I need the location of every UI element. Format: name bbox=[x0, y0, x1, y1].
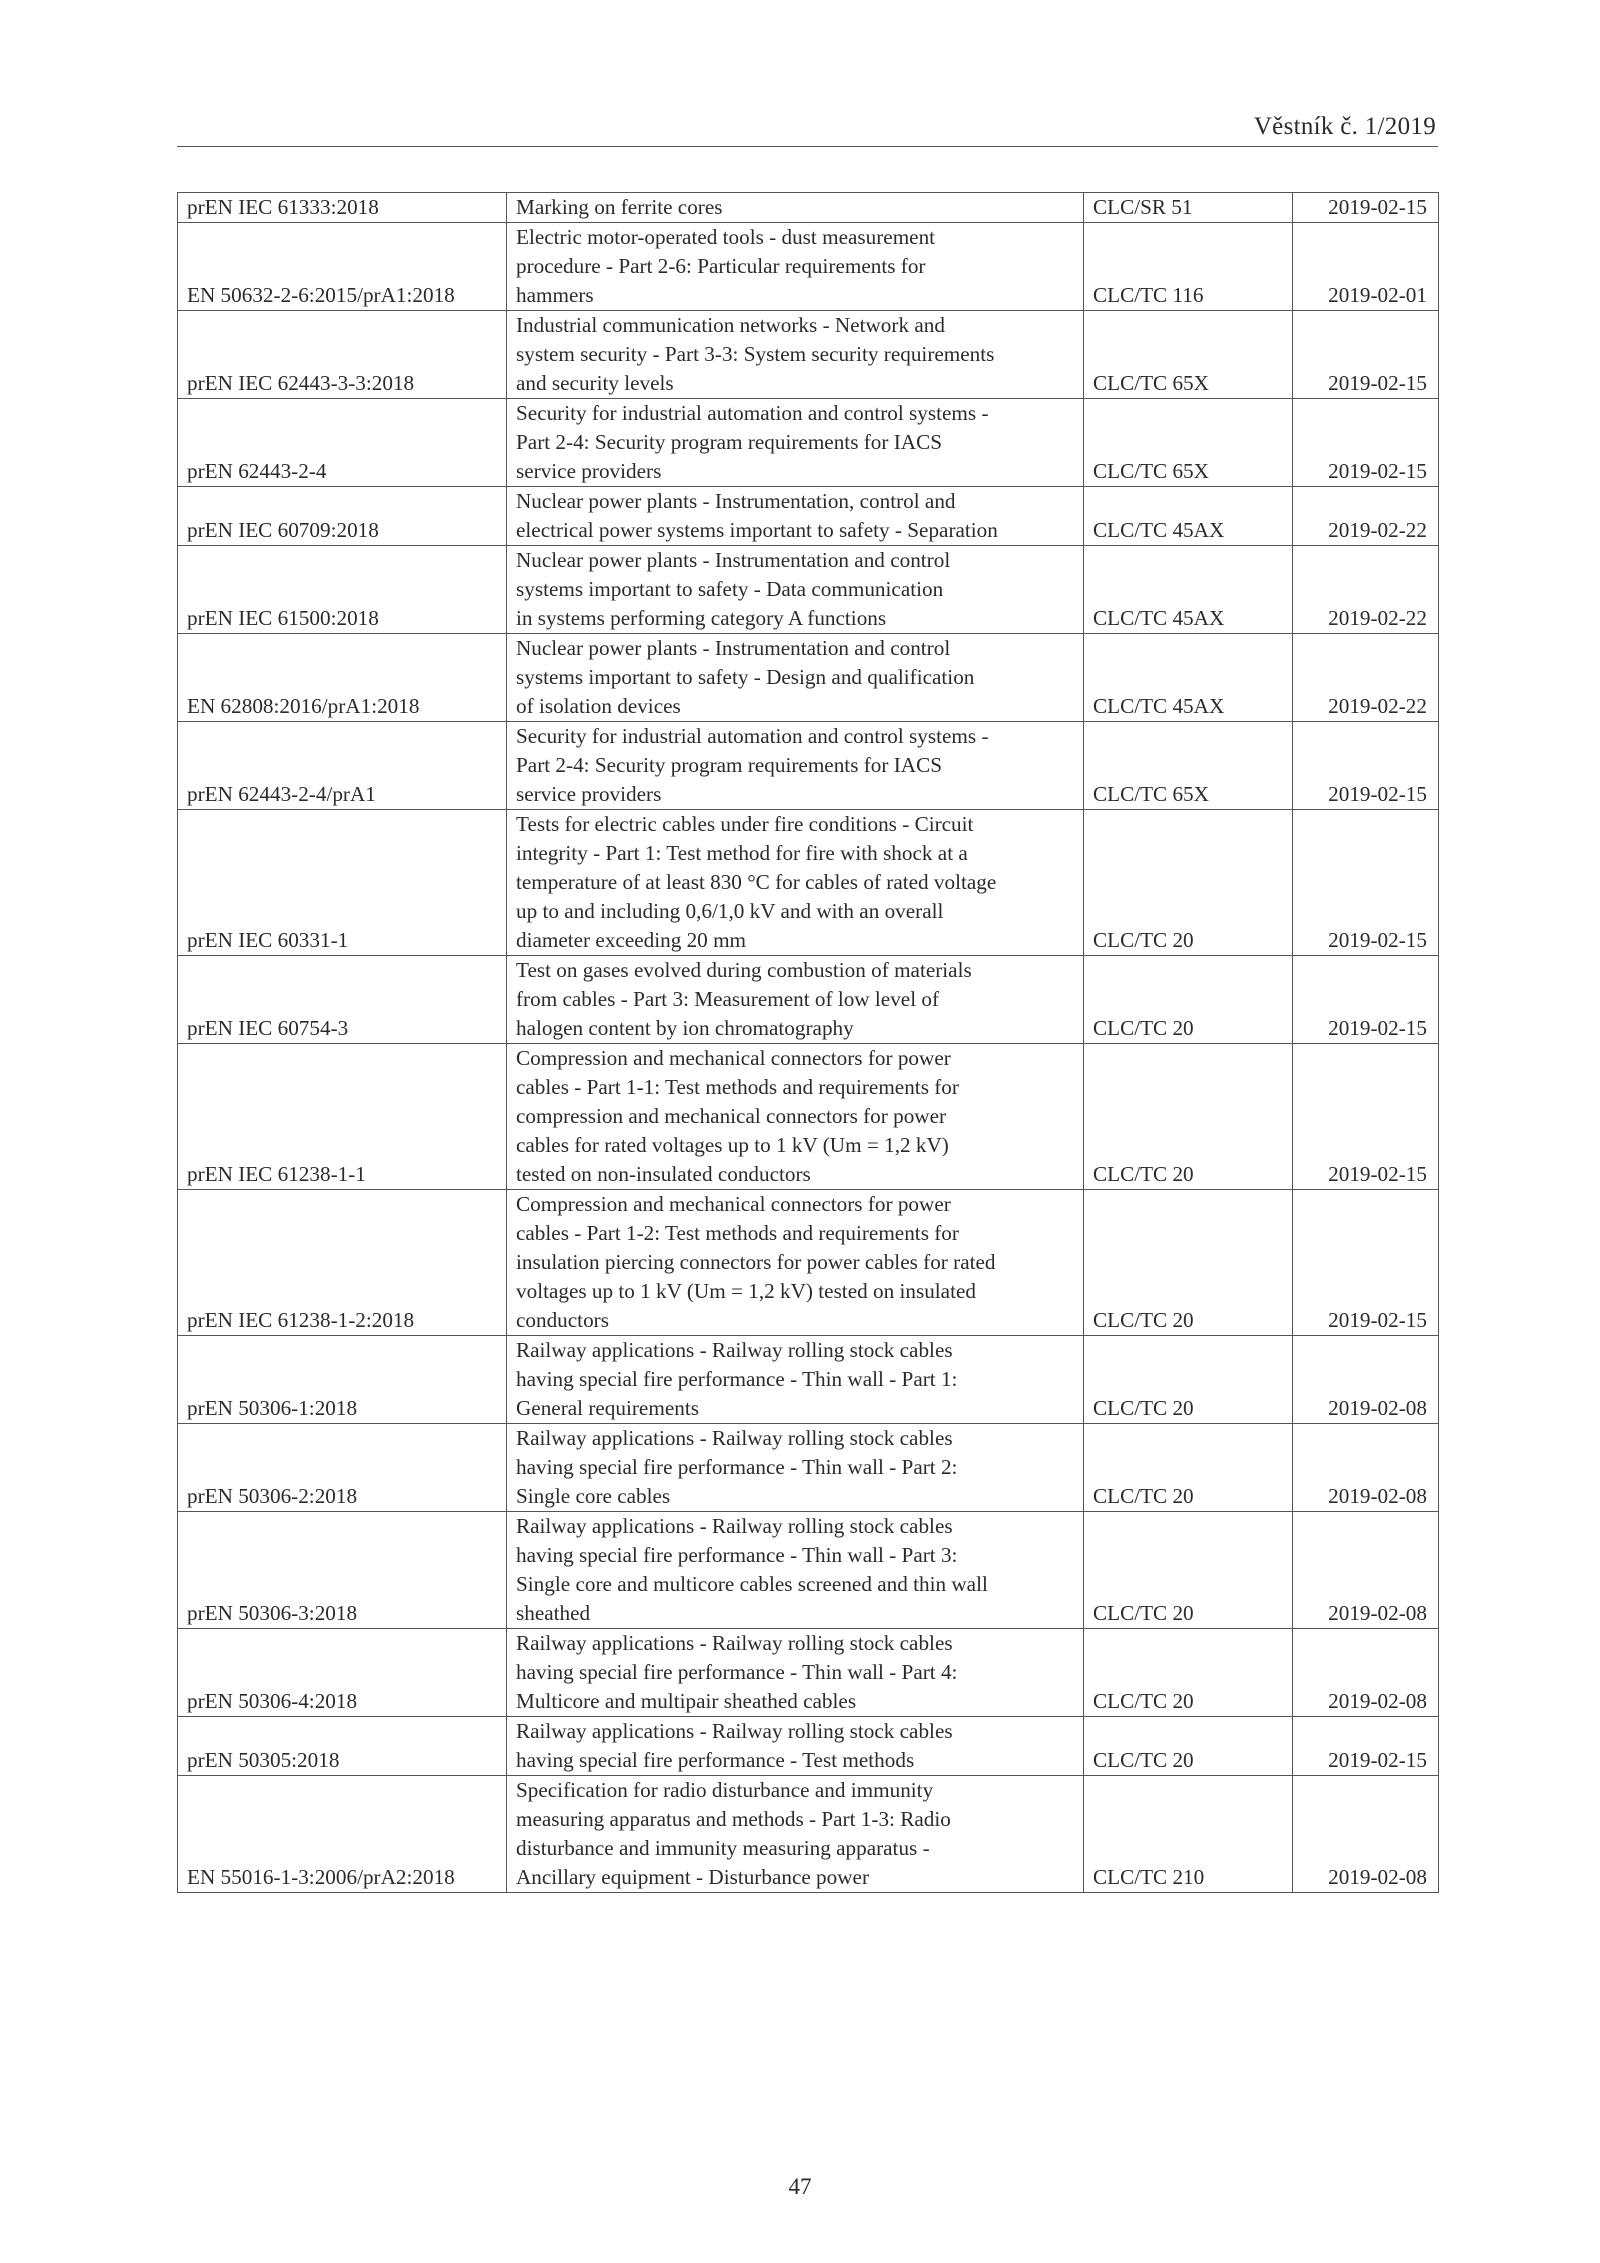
committee-cell: CLC/TC 45AX bbox=[1084, 634, 1293, 722]
table-row bbox=[178, 956, 1439, 1044]
committee-cell: CLC/TC 20 bbox=[1084, 1044, 1293, 1190]
standard-code-cell: prEN IEC 60709:2018 bbox=[178, 487, 507, 546]
standard-title-cell: Test on gases evolved during combustion of materials from cables - Part 3: Measurement of low level of halogen content by ion chromatography bbox=[507, 956, 1084, 1044]
table-row bbox=[178, 1336, 1439, 1424]
committee-cell: CLC/TC 45AX bbox=[1084, 487, 1293, 546]
standard-title-cell: Industrial communication networks - Network and system security - Part 3-3: System security requirements and security levels bbox=[507, 311, 1084, 399]
date-cell: 2019-02-15 bbox=[1293, 399, 1439, 487]
table-row bbox=[178, 223, 1439, 311]
table-row bbox=[178, 810, 1439, 956]
committee-cell: CLC/TC 116 bbox=[1084, 223, 1293, 311]
standards-table bbox=[177, 192, 1439, 1893]
committee-cell: CLC/TC 65X bbox=[1084, 399, 1293, 487]
committee-cell: CLC/TC 20 bbox=[1084, 1512, 1293, 1629]
standard-title-cell: Railway applications - Railway rolling stock cables having special fire performance - Test methods bbox=[507, 1717, 1084, 1776]
standard-title-cell: Railway applications - Railway rolling stock cables having special fire performance - Thin wall - Part 1: General requirements bbox=[507, 1336, 1084, 1424]
committee-cell: CLC/TC 65X bbox=[1084, 311, 1293, 399]
standard-code-cell: prEN IEC 61238-1-2:2018 bbox=[178, 1190, 507, 1336]
table-row bbox=[178, 1424, 1439, 1512]
date-cell: 2019-02-15 bbox=[1293, 810, 1439, 956]
standard-code-cell: prEN 50306-3:2018 bbox=[178, 1512, 507, 1629]
page-header bbox=[177, 110, 1438, 147]
bulletin-title: Věstník č. 1/2019 bbox=[1253, 113, 1436, 140]
date-cell: 2019-02-08 bbox=[1293, 1512, 1439, 1629]
table-row bbox=[178, 311, 1439, 399]
standard-code-cell: EN 62808:2016/prA1:2018 bbox=[178, 634, 507, 722]
committee-cell: CLC/TC 20 bbox=[1084, 1336, 1293, 1424]
date-cell: 2019-02-15 bbox=[1293, 1717, 1439, 1776]
date-cell: 2019-02-08 bbox=[1293, 1336, 1439, 1424]
committee-cell: CLC/TC 210 bbox=[1084, 1776, 1293, 1893]
table-row bbox=[178, 1512, 1439, 1629]
committee-cell: CLC/TC 45AX bbox=[1084, 546, 1293, 634]
date-cell: 2019-02-15 bbox=[1293, 722, 1439, 810]
table-row bbox=[178, 1044, 1439, 1190]
committee-cell: CLC/TC 20 bbox=[1084, 956, 1293, 1044]
table-row bbox=[178, 1190, 1439, 1336]
standard-title-cell: Compression and mechanical connectors for power cables - Part 1-2: Test methods and requirements for insulation piercing connectors for power cables for rated voltages up to 1 kV (Um = 1,2 kV) tested on insulated conductors bbox=[507, 1190, 1084, 1336]
committee-cell: CLC/TC 20 bbox=[1084, 1190, 1293, 1336]
table-row bbox=[178, 487, 1439, 546]
standard-code-cell: prEN 50305:2018 bbox=[178, 1717, 507, 1776]
standard-code-cell: prEN 62443-2-4 bbox=[178, 399, 507, 487]
standard-title-cell: Electric motor-operated tools - dust measurement procedure - Part 2-6: Particular requirements for hammers bbox=[507, 223, 1084, 311]
date-cell: 2019-02-01 bbox=[1293, 223, 1439, 311]
standards-table-body bbox=[178, 193, 1439, 1893]
standard-title-cell: Railway applications - Railway rolling stock cables having special fire performance - Thin wall - Part 2: Single core cables bbox=[507, 1424, 1084, 1512]
standard-title-cell: Security for industrial automation and control systems - Part 2-4: Security program requirements for IACS service providers bbox=[507, 722, 1084, 810]
date-cell: 2019-02-22 bbox=[1293, 487, 1439, 546]
standard-code-cell: EN 50632-2-6:2015/prA1:2018 bbox=[178, 223, 507, 311]
standard-code-cell: prEN 50306-1:2018 bbox=[178, 1336, 507, 1424]
standard-title-cell: Nuclear power plants - Instrumentation and control systems important to safety - Data communication in systems performing category A functions bbox=[507, 546, 1084, 634]
standard-code-cell: prEN IEC 60331-1 bbox=[178, 810, 507, 956]
table-row bbox=[178, 1629, 1439, 1717]
date-cell: 2019-02-15 bbox=[1293, 1190, 1439, 1336]
standard-code-cell: prEN IEC 62443-3-3:2018 bbox=[178, 311, 507, 399]
standard-title-cell: Tests for electric cables under fire conditions - Circuit integrity - Part 1: Test method for fire with shock at a temperature of at least 830 °C for cables of rated voltage up to and including 0,6/1,0 kV and with an overall diameter exceeding 20 mm bbox=[507, 810, 1084, 956]
date-cell: 2019-02-15 bbox=[1293, 193, 1439, 223]
standard-title-cell: Nuclear power plants - Instrumentation and control systems important to safety - Design and qualification of isolation devices bbox=[507, 634, 1084, 722]
table-row bbox=[178, 193, 1439, 223]
table-row bbox=[178, 1776, 1439, 1893]
standard-code-cell: prEN IEC 60754-3 bbox=[178, 956, 507, 1044]
committee-cell: CLC/TC 20 bbox=[1084, 810, 1293, 956]
standard-code-cell: EN 55016-1-3:2006/prA2:2018 bbox=[178, 1776, 507, 1893]
date-cell: 2019-02-08 bbox=[1293, 1776, 1439, 1893]
date-cell: 2019-02-08 bbox=[1293, 1424, 1439, 1512]
committee-cell: CLC/TC 20 bbox=[1084, 1629, 1293, 1717]
standard-code-cell: prEN 50306-4:2018 bbox=[178, 1629, 507, 1717]
table-row bbox=[178, 1717, 1439, 1776]
date-cell: 2019-02-15 bbox=[1293, 956, 1439, 1044]
standard-code-cell: prEN IEC 61238-1-1 bbox=[178, 1044, 507, 1190]
date-cell: 2019-02-22 bbox=[1293, 546, 1439, 634]
standard-title-cell: Specification for radio disturbance and immunity measuring apparatus and methods - Part 1-3: Radio disturbance and immunity measuring apparatus - Ancillary equipment - Disturbance power bbox=[507, 1776, 1084, 1893]
standard-title-cell: Nuclear power plants - Instrumentation, control and electrical power systems important to safety - Separation bbox=[507, 487, 1084, 546]
page-number: 47 bbox=[788, 2174, 812, 2199]
standard-code-cell: prEN 62443-2-4/prA1 bbox=[178, 722, 507, 810]
date-cell: 2019-02-08 bbox=[1293, 1629, 1439, 1717]
standard-code-cell: prEN 50306-2:2018 bbox=[178, 1424, 507, 1512]
standard-title-cell: Railway applications - Railway rolling stock cables having special fire performance - Thin wall - Part 4: Multicore and multipair sheathed cables bbox=[507, 1629, 1084, 1717]
standard-code-cell: prEN IEC 61333:2018 bbox=[178, 193, 507, 223]
standard-title-cell: Railway applications - Railway rolling stock cables having special fire performance - Thin wall - Part 3: Single core and multicore cables screened and thin wall sheathed bbox=[507, 1512, 1084, 1629]
table-row bbox=[178, 399, 1439, 487]
committee-cell: CLC/TC 20 bbox=[1084, 1424, 1293, 1512]
standard-title-cell: Compression and mechanical connectors for power cables - Part 1-1: Test methods and requirements for compression and mechanical connectors for power cables for rated voltages up to 1 kV (Um = 1,2 kV) tested on non-insulated conductors bbox=[507, 1044, 1084, 1190]
committee-cell: CLC/SR 51 bbox=[1084, 193, 1293, 223]
standard-code-cell: prEN IEC 61500:2018 bbox=[178, 546, 507, 634]
standard-title-cell: Marking on ferrite cores bbox=[507, 193, 1084, 223]
table-row bbox=[178, 546, 1439, 634]
date-cell: 2019-02-15 bbox=[1293, 1044, 1439, 1190]
committee-cell: CLC/TC 20 bbox=[1084, 1717, 1293, 1776]
date-cell: 2019-02-15 bbox=[1293, 311, 1439, 399]
table-row bbox=[178, 722, 1439, 810]
committee-cell: CLC/TC 65X bbox=[1084, 722, 1293, 810]
standard-title-cell: Security for industrial automation and control systems - Part 2-4: Security program requirements for IACS service providers bbox=[507, 399, 1084, 487]
date-cell: 2019-02-22 bbox=[1293, 634, 1439, 722]
table-row bbox=[178, 634, 1439, 722]
